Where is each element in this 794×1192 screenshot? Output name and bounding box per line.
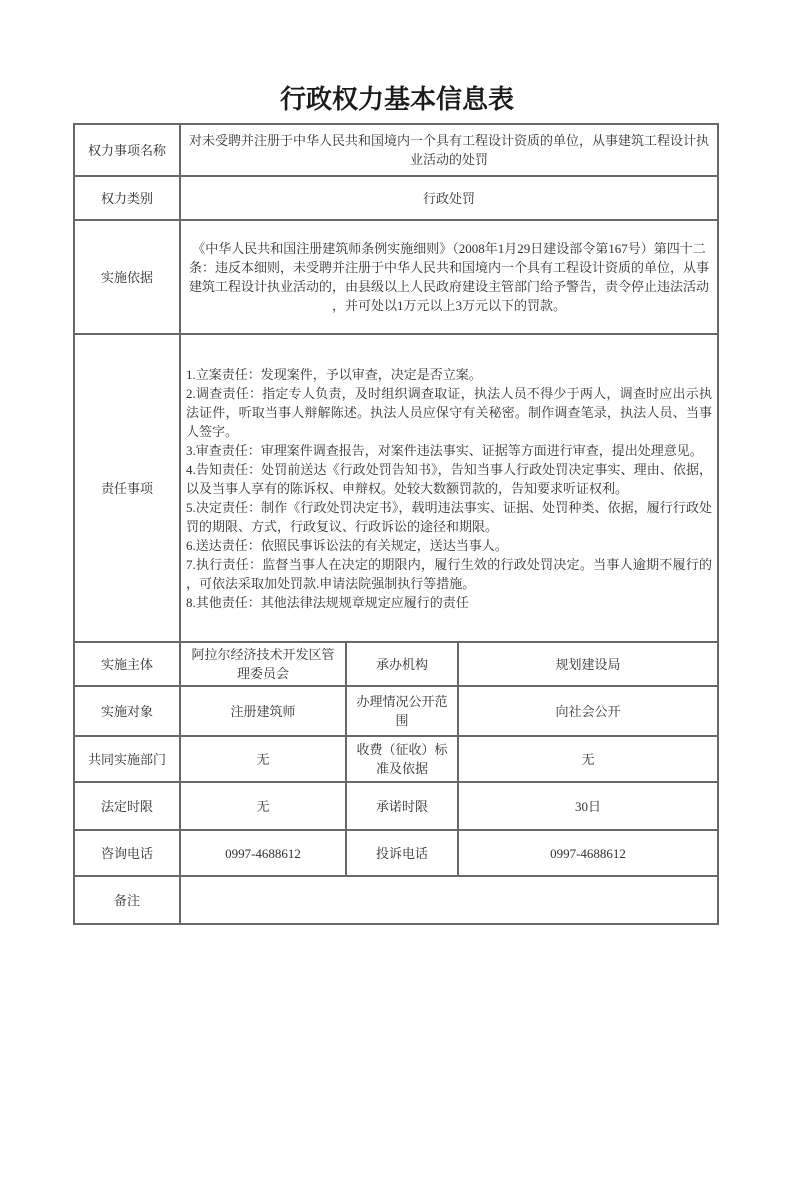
row-statutory-time-limit — [74, 782, 718, 830]
duty-item: 2.调查责任：指定专人负责，及时组织调查取证，执法人员不得少于两人，调查时应出示执法证件，听取当事人辩解陈述。执法人员应保守有关秘密。制作调查笔录，执法人员、当事人签字。 — [186, 385, 713, 439]
consultation-phone-label: 咨询电话 — [74, 830, 180, 876]
row-implementation-target — [74, 686, 718, 736]
remarks-label: 备注 — [74, 876, 180, 924]
implementation-target-label: 实施对象 — [74, 686, 180, 736]
duty-item: 6.送达责任：依照民事诉讼法的有关规定，送达当事人。 — [186, 537, 508, 553]
duty-item: 1.立案责任：发现案件，予以审查，决定是否立案。 — [186, 366, 482, 382]
fee-standard-value: 无 — [458, 736, 718, 782]
page-title: 行政权力基本信息表 — [279, 85, 514, 114]
power-item-name-label: 权力事项名称 — [74, 124, 180, 176]
remarks-value — [180, 876, 718, 924]
duty-item: 7.执行责任：监督当事人在决定的期限内，履行生效的行政处罚决定。当事人逾期不履行的，可依法采取加处罚款.申请法院强制执行等措施。 — [186, 556, 713, 591]
duty-item: 5.决定责任：制作《行政处罚决定书》，载明违法事实、证据、处罚种类、依据，履行行政处罚的期限、方式，行政复议、行政诉讼的途径和期限。 — [186, 499, 713, 534]
implementing-body-label: 实施主体 — [74, 642, 180, 686]
undertaking-org-label: 承办机构 — [346, 642, 458, 686]
row-power-item-name — [74, 124, 718, 176]
row-joint-implementation-dept — [74, 736, 718, 782]
implementation-basis-label: 实施依据 — [74, 220, 180, 334]
undertaking-org-value: 规划建设局 — [458, 642, 718, 686]
implementation-basis-value: 《中华人民共和国注册建筑师条例实施细则》（2008年1月29日建设部令第167号）第四十二条：违反本细则，未受聘并注册于中华人民共和国境内一个具有工程设计资质的单位，从事建筑工程设计执业活动的，由县级以上人民政府建设主管部门给予警告，责令停止违法活动，并可处以1万元以上3万元以下的罚款。 — [180, 220, 718, 334]
joint-implementation-dept-value: 无 — [180, 736, 346, 782]
consultation-phone-value: 0997-4688612 — [180, 830, 346, 876]
statutory-time-limit-label: 法定时限 — [74, 782, 180, 830]
row-phones — [74, 830, 718, 876]
row-implementation-basis — [74, 220, 718, 334]
power-category-value: 行政处罚 — [180, 176, 718, 220]
disclosure-scope-label: 办理情况公开范围 — [346, 686, 458, 736]
duty-item: 8.其他责任：其他法律法规规章规定应履行的责任 — [186, 594, 469, 610]
disclosure-scope-value: 向社会公开 — [458, 686, 718, 736]
statutory-time-limit-value: 无 — [180, 782, 346, 830]
implementation-target-value: 注册建筑师 — [180, 686, 346, 736]
row-implementing-body — [74, 642, 718, 686]
promised-time-limit-label: 承诺时限 — [346, 782, 458, 830]
row-power-category — [74, 176, 718, 220]
complaint-phone-label: 投诉电话 — [346, 830, 458, 876]
duty-items-value — [180, 334, 718, 642]
joint-implementation-dept-label: 共同实施部门 — [74, 736, 180, 782]
document-page — [0, 84, 794, 925]
implementing-body-value: 阿拉尔经济技术开发区管理委员会 — [180, 642, 346, 686]
promised-time-limit-value: 30日 — [458, 782, 718, 830]
row-remarks — [74, 876, 718, 924]
row-duty-items — [74, 334, 718, 642]
complaint-phone-value: 0997-4688612 — [458, 830, 718, 876]
info-table — [73, 123, 719, 925]
power-category-label: 权力类别 — [74, 176, 180, 220]
fee-standard-label: 收费（征收）标准及依据 — [346, 736, 458, 782]
duty-items-label: 责任事项 — [74, 334, 180, 642]
duty-item: 3.审查责任：审理案件调查报告，对案件违法事实、证据等方面进行审查，提出处理意见。 — [186, 442, 703, 458]
duty-item: 4.告知责任：处罚前送达《行政处罚告知书》，告知当事人行政处罚决定事实、理由、依据，以及当事人享有的陈诉权、申辩权。处较大数额罚款的，告知要求听证权利。 — [186, 461, 713, 496]
power-item-name-value: 对未受聘并注册于中华人民共和国境内一个具有工程设计资质的单位，从事建筑工程设计执业活动的处罚 — [180, 124, 718, 176]
